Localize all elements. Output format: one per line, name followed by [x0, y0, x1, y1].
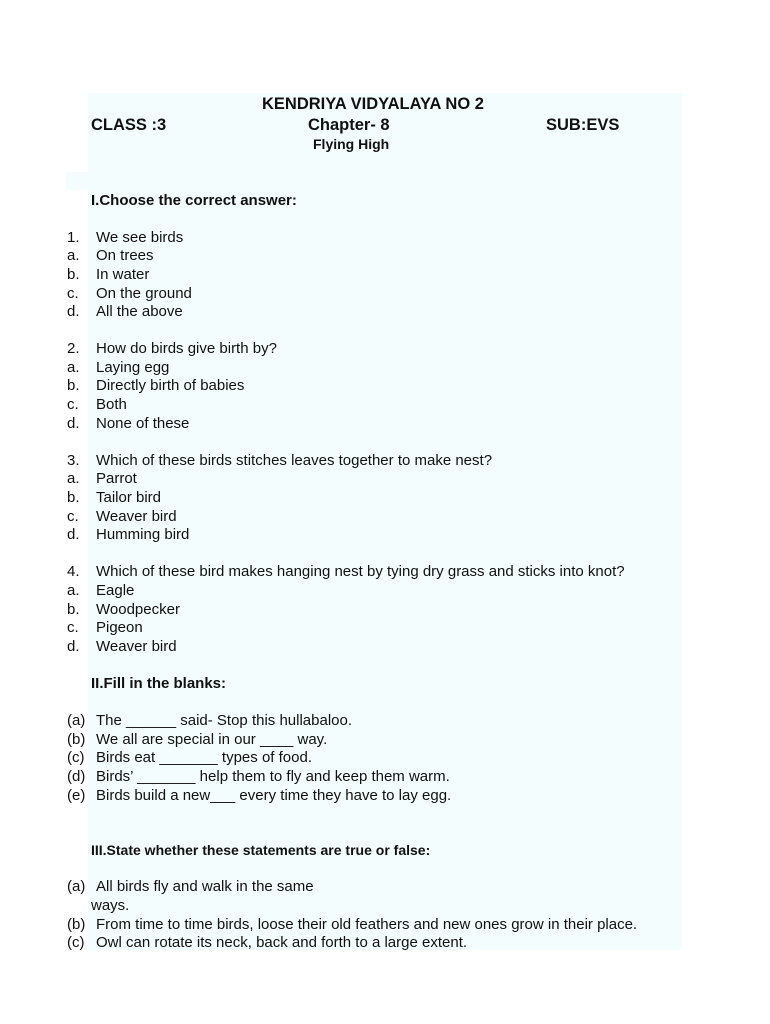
school-name: KENDRIYA VIDYALAYA NO 2 [262, 95, 484, 113]
option-text: On the ground [96, 285, 192, 302]
option-text: In water [96, 266, 150, 283]
chapter-label: Chapter- 8 [308, 116, 390, 134]
option-letter: b. [67, 489, 80, 506]
item-letter: (c) [67, 934, 85, 951]
chapter-title: Flying High [313, 136, 390, 152]
option-letter: d. [67, 303, 80, 320]
subject-label: SUB:EVS [546, 116, 620, 134]
option-text: Both [96, 396, 127, 413]
option-text: All the above [96, 303, 183, 320]
option-text: Woodpecker [96, 601, 180, 618]
option-letter: c. [67, 396, 79, 413]
option-text: Humming bird [96, 526, 190, 543]
option-letter: b. [67, 377, 80, 394]
class-label: CLASS :3 [91, 116, 167, 134]
option-text: Laying egg [96, 359, 170, 376]
question-number: 4. [67, 563, 80, 580]
option-text: Pigeon [96, 619, 143, 636]
item-letter: (b) [67, 731, 86, 748]
item-text: We all are special in our ____ way. [96, 731, 328, 748]
item-text: Birds build a new___ every time they have to lay egg. [96, 787, 452, 804]
option-letter: d. [67, 526, 80, 543]
option-text: Tailor bird [96, 489, 162, 506]
question-text: Which of these birds stitches leaves together to make nest? [96, 452, 493, 469]
section1-heading: I.Choose the correct answer: [91, 192, 297, 209]
question-number: 3. [67, 452, 80, 469]
question-number: 2. [67, 340, 80, 357]
option-letter: a. [67, 247, 80, 264]
option-text: Parrot [96, 470, 137, 487]
option-text: None of these [96, 415, 190, 432]
option-letter: d. [67, 415, 80, 432]
item-text: All birds fly and walk in the same [96, 878, 314, 895]
page-background-strip [66, 172, 90, 190]
question-number: 1. [67, 229, 80, 246]
option-letter: b. [67, 266, 80, 283]
option-letter: c. [67, 285, 79, 302]
option-letter: a. [67, 470, 80, 487]
item-letter: (e) [67, 787, 86, 804]
section3-heading: III.State whether these statements are true or false: [91, 842, 431, 858]
item-text: Owl can rotate its neck, back and forth to a large extent. [96, 934, 468, 951]
question-text: How do birds give birth by? [96, 340, 277, 357]
option-text: On trees [96, 247, 154, 264]
item-text: Birds eat _______ types of food. [96, 749, 312, 766]
option-letter: a. [67, 582, 80, 599]
item-letter: (a) [67, 712, 86, 729]
section2-heading: II.Fill in the blanks: [91, 675, 227, 692]
item-letter: (d) [67, 768, 86, 785]
item-text: From time to time birds, loose their old feathers and new ones grow in their place. [96, 916, 638, 933]
question-text: Which of these bird makes hanging nest by tying dry grass and sticks into knot? [96, 563, 625, 580]
page-background-panel [88, 93, 682, 950]
item-text-continued: ways. [91, 897, 130, 914]
option-letter: a. [67, 359, 80, 376]
option-text: Directly birth of babies [96, 377, 245, 394]
question-text: We see birds [96, 229, 184, 246]
option-letter: c. [67, 508, 79, 525]
option-letter: c. [67, 619, 79, 636]
option-text: Eagle [96, 582, 135, 599]
item-letter: (c) [67, 749, 85, 766]
option-text: Weaver bird [96, 508, 177, 525]
item-text: The ______ said- Stop this hullabaloo. [96, 712, 353, 729]
option-letter: b. [67, 601, 80, 618]
option-text: Weaver bird [96, 638, 177, 655]
item-letter: (a) [67, 878, 86, 895]
item-letter: (b) [67, 916, 86, 933]
item-text: Birds’ _______ help them to fly and keep them warm. [96, 768, 450, 785]
option-letter: d. [67, 638, 80, 655]
